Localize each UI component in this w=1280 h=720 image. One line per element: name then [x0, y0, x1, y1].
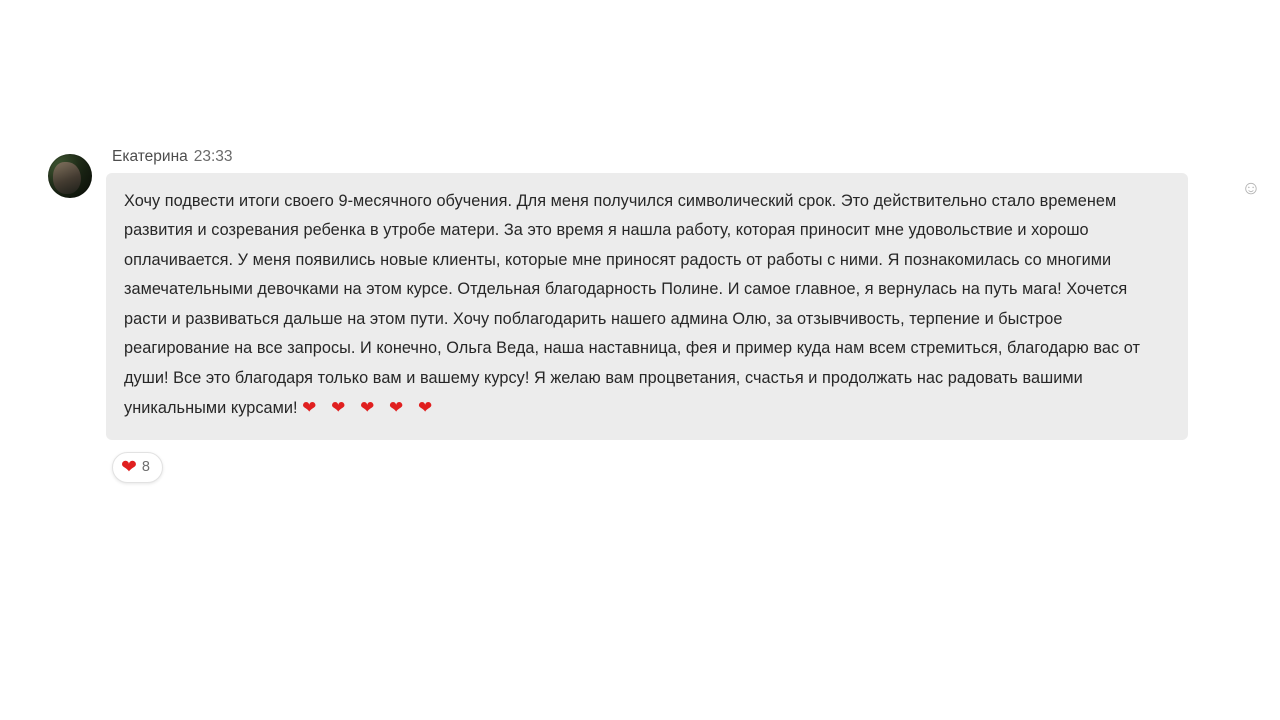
message-author[interactable]: Екатерина [112, 148, 188, 165]
message-time: 23:33 [193, 148, 233, 165]
message-column [106, 148, 1188, 483]
heart-icon: ❤ [121, 456, 137, 478]
add-reaction-smiley-icon[interactable]: ☺ [1241, 178, 1261, 199]
message-row [48, 148, 1248, 483]
reaction-chip[interactable] [112, 452, 163, 483]
message-text: Хочу подвести итоги своего 9-месячного обучения. Для меня получился символический срок. Это действительно стало временем развития и созревания ребенка в утробе матери. За это время я нашла работу, которая приносит мне удовольствие и хорошо оплачивается. У меня появились новые клиенты, которые мне приносят радость от работы с ними. Я познакомилась со многими замечательными девочками на этом курсе. Отдельная благодарность Полине. И самое главное, я вернулась на путь мага! Хочется расти и развиваться дальше на этом пути. Хочу поблагодарить нашего админа Олю, за отзывчивость, терпение и быстрое реагирование на все запросы. И конечно, Ольга Веда, наша наставница, фея и пример куда нам всем стремиться, благодарю вас от души! Все это благодаря только вам и вашему курсу! Я желаю вам процветания, счастья и продолжать нас радовать вашими уникальными курсами! [124, 191, 1140, 418]
message-hearts: ❤ ❤ ❤ ❤ ❤ [302, 398, 438, 418]
reaction-count: 8 [141, 459, 150, 476]
avatar[interactable] [48, 154, 92, 198]
message-bubble[interactable] [106, 173, 1188, 440]
message-meta [112, 148, 233, 167]
